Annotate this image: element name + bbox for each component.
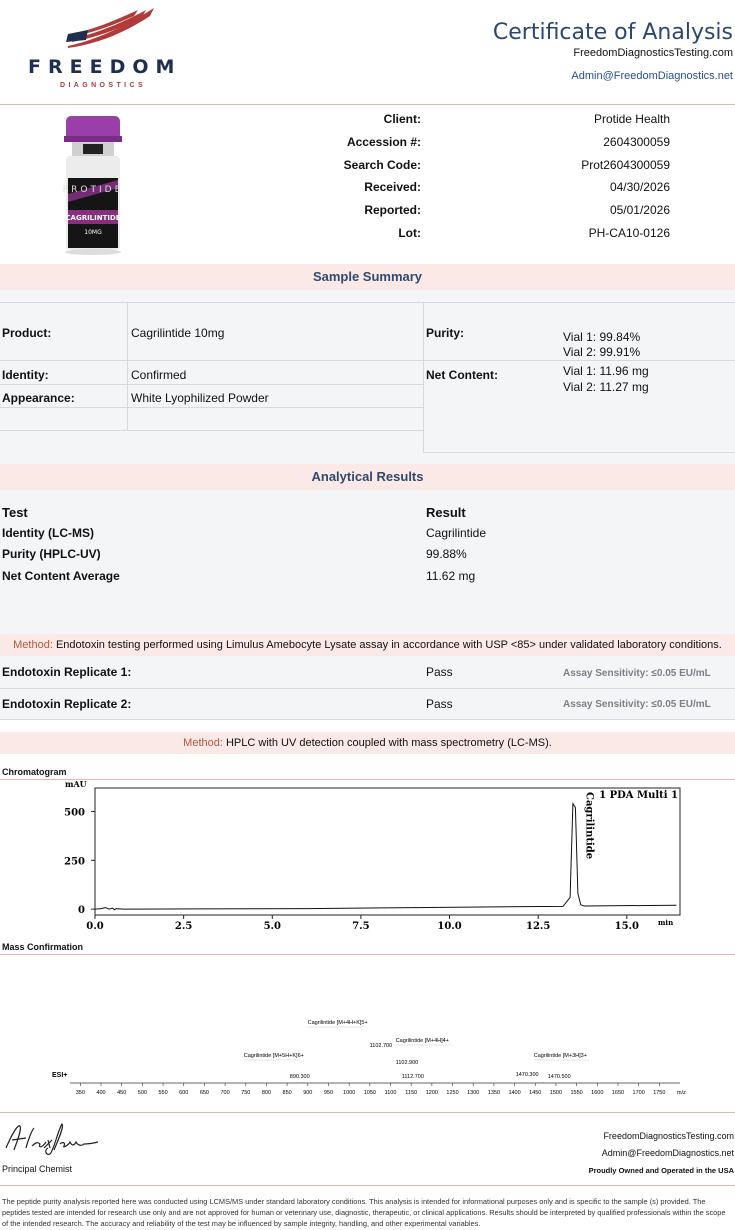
header-divider [0, 104, 735, 105]
analytical-results-panel [0, 490, 735, 634]
ms-tick-label: 1300 [467, 1090, 480, 1096]
x-tick-label: 5.0 [263, 921, 281, 932]
ms-tick-label: 450 [117, 1090, 127, 1096]
client-label: Client: [383, 112, 421, 126]
x-axis-label: min [658, 918, 674, 927]
search-code-value: Prot2604300059 [581, 158, 670, 172]
received-value: 04/30/2026 [609, 180, 670, 194]
ms-tick-label: 650 [199, 1090, 210, 1096]
reported-value: 05/01/2026 [609, 203, 670, 217]
brand-subtitle: DIAGNOSTICS [60, 82, 147, 89]
ms-tick-label: 900 [303, 1090, 313, 1096]
x-tick-label: 2.5 [174, 921, 193, 932]
ms-tick-label: 1200 [425, 1090, 438, 1096]
ms-tick-label: 1350 [487, 1090, 501, 1096]
accession-label: Accession #: [346, 135, 421, 149]
peak-label: Cagrilintide [583, 792, 595, 860]
svg-text:CAGRILINTIDE: CAGRILINTIDE [65, 214, 121, 222]
appearance-label: Appearance: [2, 391, 75, 405]
test-net-content: Net Content Average [2, 569, 120, 583]
accession-value: 2604300059 [603, 135, 670, 149]
ms-mode-label: ESI+ [52, 1072, 68, 1079]
client-value: Protide Health [593, 112, 670, 126]
hplc-method-text: HPLC with UV detection coupled with mass spectrometry (LC-MS). [225, 737, 552, 749]
result-net-content: 11.62 mg [426, 569, 476, 583]
received-label: Received: [364, 180, 421, 194]
search-code-label: Search Code: [343, 158, 421, 172]
ms-peak-mz-label: 1112.700 [401, 1074, 424, 1080]
ms-tick-label: 1050 [363, 1090, 376, 1096]
chromatogram-chart [0, 780, 735, 938]
ms-peak-mz-label: 1102.700 [369, 1043, 393, 1049]
header-website[interactable]: FreedomDiagnosticsTesting.com [573, 47, 733, 59]
purity-label: Purity: [426, 326, 465, 340]
mass-spectrum-chart [0, 1010, 735, 1100]
flag-swoosh-icon [66, 6, 158, 50]
endotoxin-method-band [0, 634, 735, 656]
purity-vial1: Vial 1: 99.84% [563, 330, 641, 344]
ms-tick-label: 500 [137, 1090, 147, 1096]
signature-image [2, 1120, 102, 1156]
test-identity: Identity (LC-MS) [2, 526, 94, 540]
chart-legend: 1 PDA Multi 1 [599, 790, 678, 801]
endotoxin-replicate-2-sensitivity: Assay Sensitivity: ≤0.05 EU/mL [563, 699, 711, 710]
endotoxin-method-text: Endotoxin testing performed using Limulus Amebocyte Lysate assay in accordance with USP <85> under validated laboratory conditions. [55, 639, 722, 651]
ms-peak-mz-label: 1470.500 [547, 1074, 571, 1080]
disclaimer-divider [0, 1185, 735, 1186]
ms-tick-label: 850 [282, 1090, 292, 1096]
result-purity: 99.88% [426, 547, 467, 561]
ms-peak-mz-label: 1102.900 [395, 1060, 419, 1066]
x-tick-label: 15.0 [614, 921, 639, 932]
identity-value: Confirmed [131, 368, 187, 382]
header-email[interactable]: Admin@FreedomDiagnostics.net [571, 70, 733, 82]
signatory-title: Principal Chemist [2, 1164, 73, 1174]
net-content-label: Net Content: [426, 368, 498, 382]
y-axis-label: mAU [65, 780, 87, 789]
endotoxin-replicate-2-label: Endotoxin Replicate 2: [2, 697, 132, 711]
ms-tick-label: 400 [96, 1090, 106, 1096]
reported-label: Reported: [364, 203, 421, 217]
ms-tick-label: 1150 [405, 1090, 418, 1096]
svg-text:PROTIDE: PROTIDE [62, 185, 124, 195]
ms-tick-label: 550 [158, 1090, 168, 1096]
ms-tick-label: 1100 [384, 1090, 397, 1096]
endotoxin-method-label: Method: [13, 639, 53, 651]
net-content-vial1: Vial 1: 11.96 mg [563, 364, 649, 378]
brand-name: FREEDOM [28, 56, 182, 78]
document-title: Certificate of Analysis [492, 20, 733, 45]
y-tick-label: 250 [64, 856, 85, 868]
result-identity: Cagrilintide [426, 526, 487, 540]
sample-summary-header [0, 264, 735, 290]
x-tick-label: 10.0 [437, 921, 462, 932]
ms-tick-label: 1400 [508, 1090, 521, 1096]
ms-tick-label: 600 [179, 1090, 189, 1096]
purity-vial2: Vial 2: 99.91% [563, 345, 641, 359]
ms-tick-label: 1550 [570, 1090, 583, 1096]
appearance-value: White Lyophilized Powder [131, 391, 269, 405]
mass-divider [0, 954, 735, 955]
ms-peak-mz-label: 1470.300 [515, 1072, 539, 1078]
ms-tick-label: 1650 [611, 1090, 625, 1096]
test-purity: Purity (HPLC-UV) [2, 547, 101, 561]
lot-value: PH-CA10-0126 [588, 226, 670, 240]
y-tick-label: 0 [78, 905, 85, 917]
endotoxin-replicate-1-label: Endotoxin Replicate 1: [2, 665, 132, 679]
endotoxin-replicate-1-sensitivity: Assay Sensitivity: ≤0.05 EU/mL [563, 668, 711, 679]
ms-tick-label: 1750 [653, 1090, 666, 1096]
company-logo [28, 6, 182, 90]
ms-tick-label: 1700 [632, 1090, 645, 1096]
lot-label: Lot: [398, 226, 421, 240]
ms-tick-label: 1000 [343, 1090, 356, 1096]
x-tick-label: 0.0 [86, 921, 104, 932]
mass-confirmation-caption: Mass Confirmation [2, 942, 84, 952]
endotoxin-replicate-1-result: Pass [426, 665, 453, 679]
ms-tick-label: 350 [75, 1090, 85, 1096]
x-tick-label: 12.5 [526, 921, 551, 932]
sample-summary-title: Sample Summary [312, 269, 423, 284]
endotoxin-replicate-2-result: Pass [426, 697, 453, 711]
footer-email[interactable]: Admin@FreedomDiagnostics.net [601, 1148, 734, 1158]
identity-label: Identity: [2, 368, 49, 382]
svg-text:10MG: 10MG [84, 229, 102, 236]
x-tick-label: 7.5 [352, 921, 370, 932]
ms-tick-label: 700 [220, 1090, 230, 1096]
ms-tick-label: 1450 [529, 1090, 542, 1096]
disclaimer-text: The peptide purity analysis reported here was conducted using LCMS/MS under standard laboratory conditions. This analysis is intended for informational purposes only and is specific to the sample (s) provided. The peptides tested are intended for research use only and are not approved for human or veterinary use, diagnostic, therapeutic, or clinical applications. Results should be interpreted by qualified professionals within the scope of the intended research. The accuracy and reliability of the test may be influenced by sample integrity, handling, and other experimental variables. [2, 1197, 726, 1228]
ms-x-axis-label: m/z [677, 1090, 686, 1096]
footer-website[interactable]: FreedomDiagnosticsTesting.com [603, 1131, 734, 1141]
hplc-method-band [0, 732, 735, 754]
analytical-results-title: Analytical Results [311, 469, 424, 484]
footer-divider [0, 1112, 735, 1113]
product-vial-image [50, 114, 136, 256]
ms-peak-annotation: Cagrilintide [M+4H+K]5+ [307, 1020, 368, 1026]
col-test-header: Test [2, 505, 28, 520]
ms-peak-annotation: Cagrilintide [M+3H]3+ [533, 1053, 587, 1059]
ms-peak-annotation: Cagrilintide [M+5H+K]6+ [243, 1053, 304, 1059]
analytical-results-header [0, 464, 735, 490]
ms-tick-label: 1250 [446, 1090, 459, 1096]
ms-tick-label: 1600 [591, 1090, 604, 1096]
ms-peak-annotation: Cagrilintide [M+4H]4+ [395, 1038, 449, 1044]
hplc-method-label: Method: [183, 737, 223, 749]
ms-tick-label: 800 [261, 1090, 272, 1096]
y-tick-label: 500 [64, 807, 85, 819]
chromatogram-caption: Chromatogram [2, 767, 67, 777]
product-label: Product: [2, 326, 52, 340]
ms-peak-mz-label: 890.300 [289, 1074, 310, 1080]
ms-tick-label: 950 [323, 1090, 334, 1096]
ms-tick-label: 750 [241, 1090, 251, 1096]
footer-tagline: Proudly Owned and Operated in the USA [588, 1166, 734, 1175]
col-result-header: Result [426, 505, 466, 520]
ms-tick-label: 1500 [549, 1090, 563, 1096]
net-content-vial2: Vial 2: 11.27 mg [563, 380, 649, 394]
product-value: Cagrilintide 10mg [131, 326, 225, 340]
